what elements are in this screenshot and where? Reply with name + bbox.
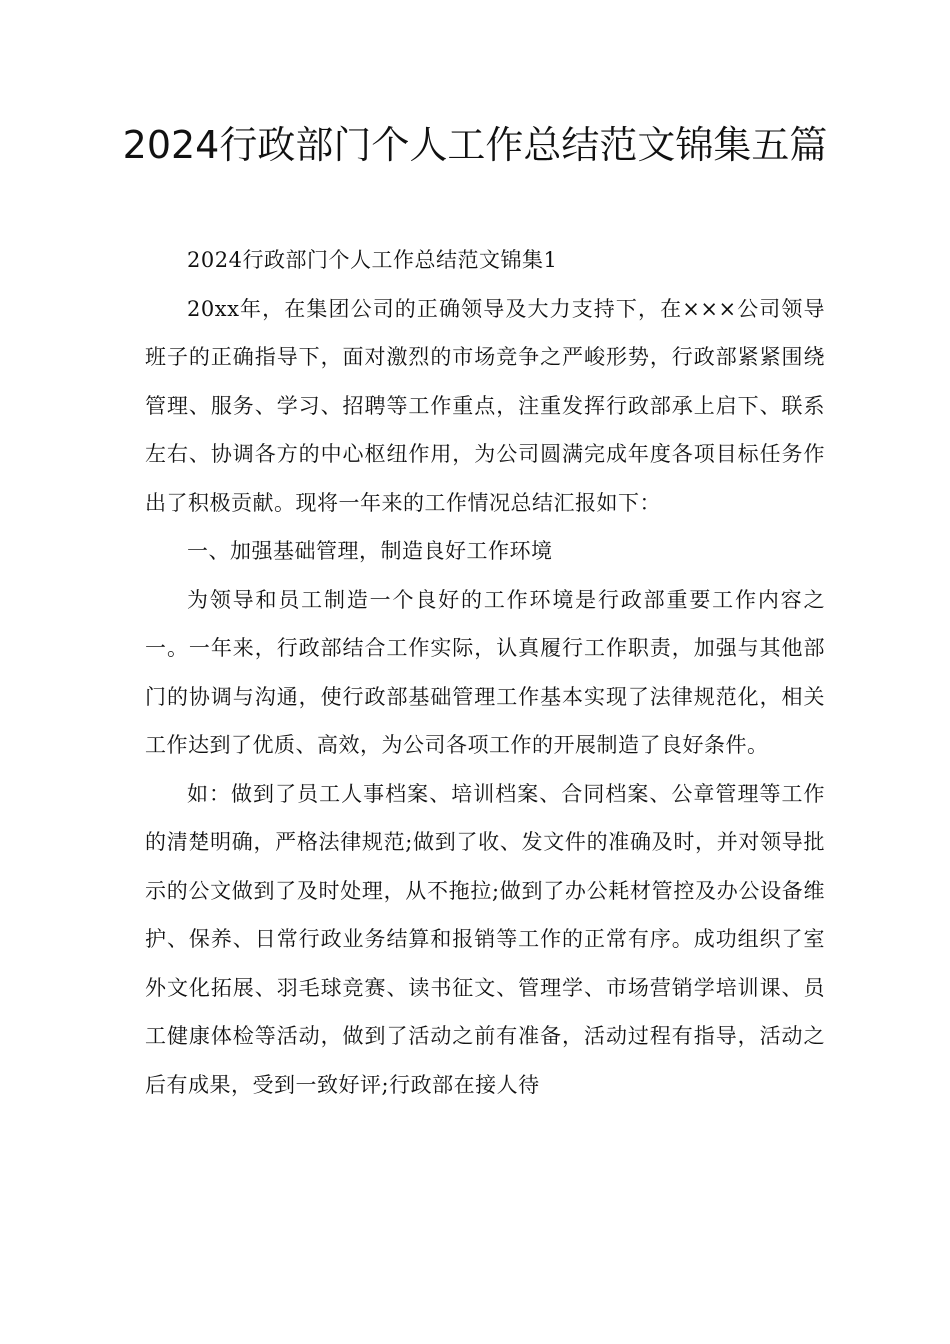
document-body: [145, 236, 825, 1109]
body-paragraph: 如：做到了员工人事档案、培训档案、合同档案、公章管理等工作的清楚明确，严格法律规范;做到了收、发文件的准确及时，并对领导批示的公文做到了及时处理，从不拖拉;做到了办公耗材管控及办公设备维护、保养、日常行政业务结算和报销等工作的正常有序。成功组织了室外文化拓展、羽毛球竞赛、读书征文、管理学、市场营销学培训课、员工健康体检等活动，做到了活动之前有准备，活动过程有指导，活动之后有成果，受到一致好评;行政部在接人待: [145, 781, 825, 1097]
document-title: 2024行政部门个人工作总结范文锦集五篇: [122, 123, 828, 167]
body-paragraph: 为领导和员工制造一个良好的工作环境是行政部重要工作内容之一。一年来，行政部结合工作实际，认真履行工作职责，加强与其他部门的协调与沟通，使行政部基础管理工作基本实现了法律规范化，相关工作达到了优质、高效，为公司各项工作的开展制造了良好条件。: [145, 587, 825, 757]
section-heading: 一、加强基础管理，制造良好工作环境: [187, 539, 553, 563]
intro-paragraph: 20xx年，在集团公司的正确领导及大力支持下，在×××公司领导班子的正确指导下，面对激烈的市场竞争之严峻形势，行政部紧紧围绕管理、服务、学习、招聘等工作重点，注重发挥行政部承上启下、联系左右、协调各方的中心枢纽作用，为公司圆满完成年度各项目标任务作出了积极贡献。现将一年来的工作情况总结汇报如下：: [145, 296, 825, 515]
section-subtitle: 2024行政部门个人工作总结范文锦集1: [187, 248, 558, 272]
